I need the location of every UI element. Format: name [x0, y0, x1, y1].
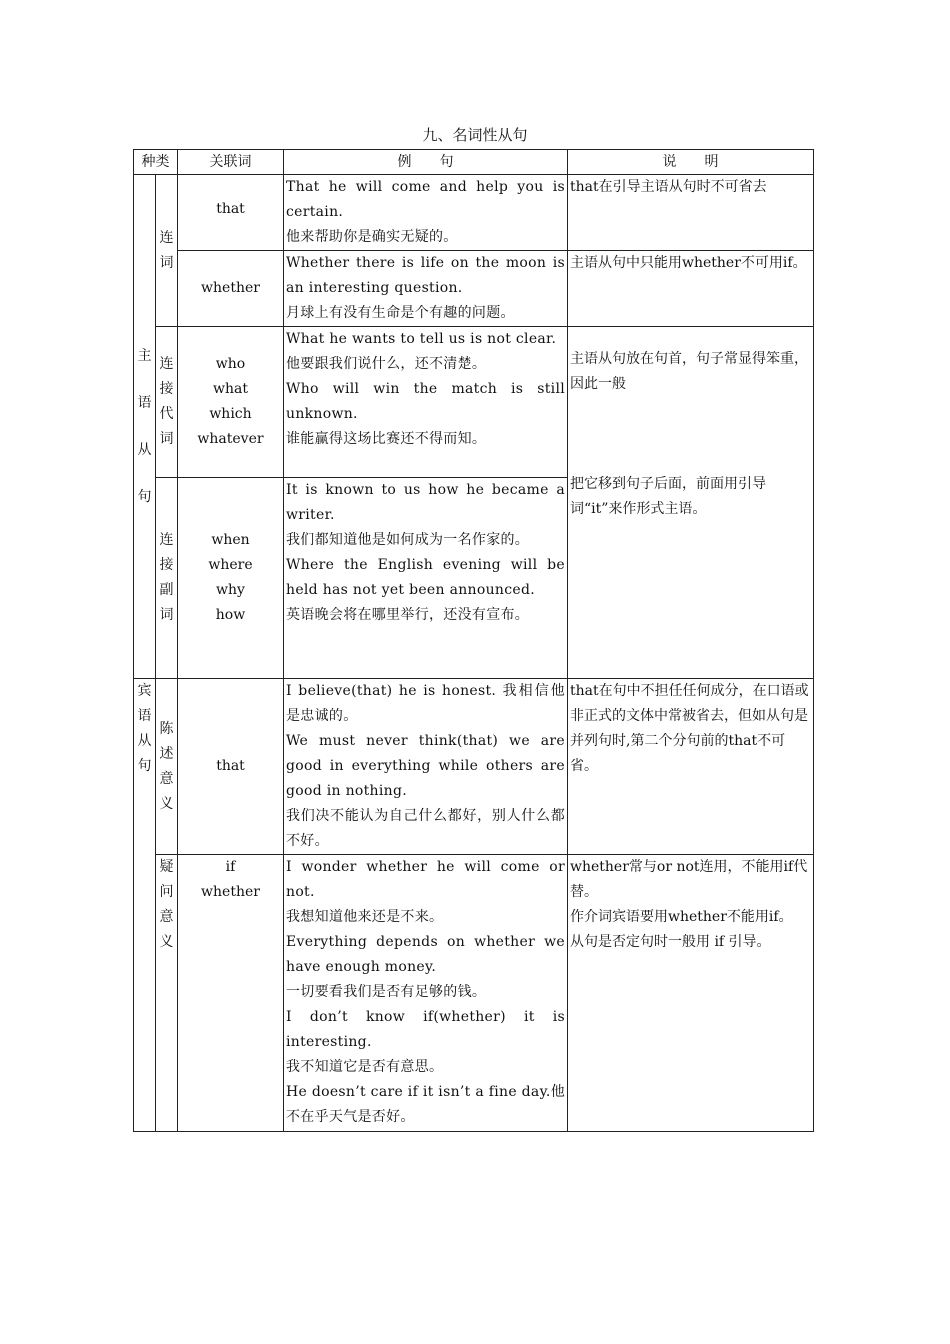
- question-label: 疑 问 意 义: [156, 855, 178, 1132]
- table-row: [134, 175, 814, 251]
- note-cell: that在句中不担任任何成分，在口语或非正式的文体中常被省去，但如从句是并列句时,第二个分句前的that不可省。: [568, 679, 814, 855]
- connective-if-whether: if whether: [178, 855, 284, 1132]
- note-cell: 主语从句中只能用whether不可用if。: [568, 251, 814, 327]
- header-note: 说 明: [568, 150, 814, 175]
- connective-whether: whether: [178, 251, 284, 327]
- table-row: [134, 855, 814, 1132]
- pron-label: 连 接 代 词: [156, 327, 178, 478]
- table-row: [134, 327, 814, 478]
- object-clause-label: 宾 语 从 句: [134, 679, 156, 1132]
- noun-clause-table: [133, 149, 814, 1132]
- page-title: 九、名词性从句: [422, 126, 528, 144]
- note-cell: whether常与or not连用，不能用if代替。 作介词宾语要用whether不能用if。 从句是否定句时一般用 if 引导。: [568, 855, 814, 1132]
- conj-label: 连 词: [156, 175, 178, 327]
- connective-adverbs: when where why how: [178, 478, 284, 679]
- connective-that: that: [178, 175, 284, 251]
- example-cell: It is known to us how he became a writer. 我们都知道他是如何成为一名作家的。 Where the English evening will be held has not yet been announced. 英语晚会将在哪里举行，还没有宣布。: [284, 478, 568, 679]
- example-cell: What he wants to tell us is not clear. 他要跟我们说什么，还不清楚。 Who will win the match is still unknown. 谁能赢得这场比赛还不得而知。: [284, 327, 568, 478]
- connective-pronouns: who what which whatever: [178, 327, 284, 478]
- shared-note-cell: 主语从句放在句首，句子常显得笨重，因此一般 把它移到句子后面，前面用引导词“it”来作形式主语。: [568, 327, 814, 679]
- connective-that-object: that: [178, 679, 284, 855]
- example-cell: Whether there is life on the moon is an interesting question. 月球上有没有生命是个有趣的问题。: [284, 251, 568, 327]
- header-example: 例 句: [284, 150, 568, 175]
- statement-label: 陈 述 意 义: [156, 679, 178, 855]
- table-row: [134, 679, 814, 855]
- example-cell: That he will come and help you is certain. 他来帮助你是确实无疑的。: [284, 175, 568, 251]
- note-cell: that在引导主语从句时不可省去: [568, 175, 814, 251]
- example-cell: I wonder whether he will come or not. 我想知道他来还是不来。 Everything depends on whether we have enough money. 一切要看我们是否有足够的钱。 I don’t know if(whether) it is interesting. 我不知道它是否有意思。 He doesn’t care if it isn’t a fine day.他不在乎天气是否好。: [284, 855, 568, 1132]
- adv-label: 连 接 副 词: [156, 478, 178, 679]
- subject-clause-label: 主 语 从 句: [134, 175, 156, 679]
- header-row: [134, 150, 814, 175]
- example-cell: I believe(that) he is honest. 我相信他是忠诚的。 We must never think(that) we are good in everything while others are good in nothing. 我们决不能认为自己什么都好，别人什么都不好。: [284, 679, 568, 855]
- header-kind: 种类: [134, 150, 178, 175]
- header-connective: 关联词: [178, 150, 284, 175]
- table-row: [134, 251, 814, 327]
